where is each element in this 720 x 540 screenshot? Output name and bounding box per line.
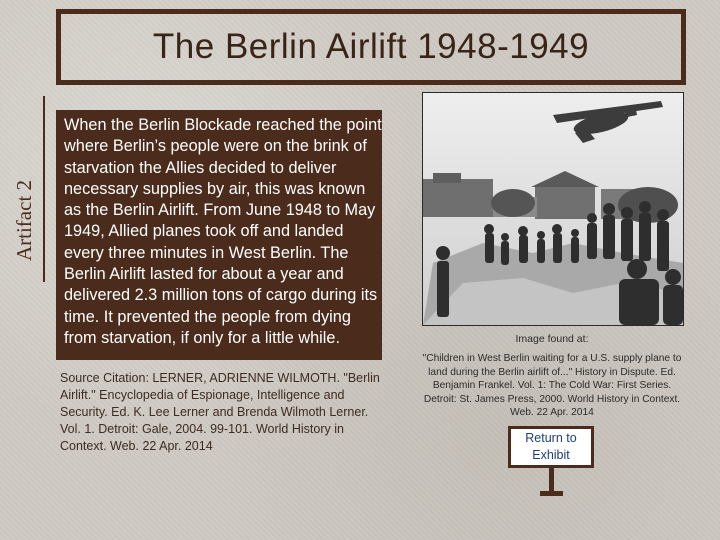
side-divider	[43, 96, 45, 282]
airlift-photo	[422, 92, 684, 326]
return-to-exhibit-button[interactable]: Return to Exhibit	[508, 426, 594, 468]
source-citation: Source Citation: LERNER, ADRIENNE WILMOTH. "Berlin Airlift." Encyclopedia of Espionage, Intelligence and Security. Ed. K. Lee Lerner and Brenda Wilmoth Lerner. Vol. 1. Detroit: Gale, 2004. 99-101. World History in Context. Web. 22 Apr. 2014	[60, 371, 380, 453]
image-source-label: Image found at:	[515, 333, 589, 345]
side-label	[10, 156, 40, 284]
title-frame	[56, 9, 686, 85]
artifact-label: Artifact 2	[12, 179, 37, 261]
airlift-photo-image	[423, 93, 683, 325]
page-title: The Berlin Airlift 1948-1949	[152, 27, 590, 66]
body-text: When the Berlin Blockade reached the point where Berlin’s people were on the brink of starvation the Allies decided to deliver necessary supplies by air, this was known as the Berlin Airlift. From June 1948 to May 1949, Allied planes took off and landed every three minutes in West Berlin. The Berlin Airlift lasted for about a year and delivered 2.3 million tons of cargo during its time. It prevented the people from dying from starvation, if only for a little while.	[64, 116, 382, 347]
image-caption: "Children in West Berlin waiting for a U.S. supply plane to land during the Berlin airlift of..." History in Dispute. Ed. Benjamin Frankel. Vol. 1: The Cold War: First Series. Detroit: St. James Press, 2000. World History in Context. Web. 22 Apr. 2014	[422, 353, 682, 418]
button-stand-base	[540, 491, 563, 496]
